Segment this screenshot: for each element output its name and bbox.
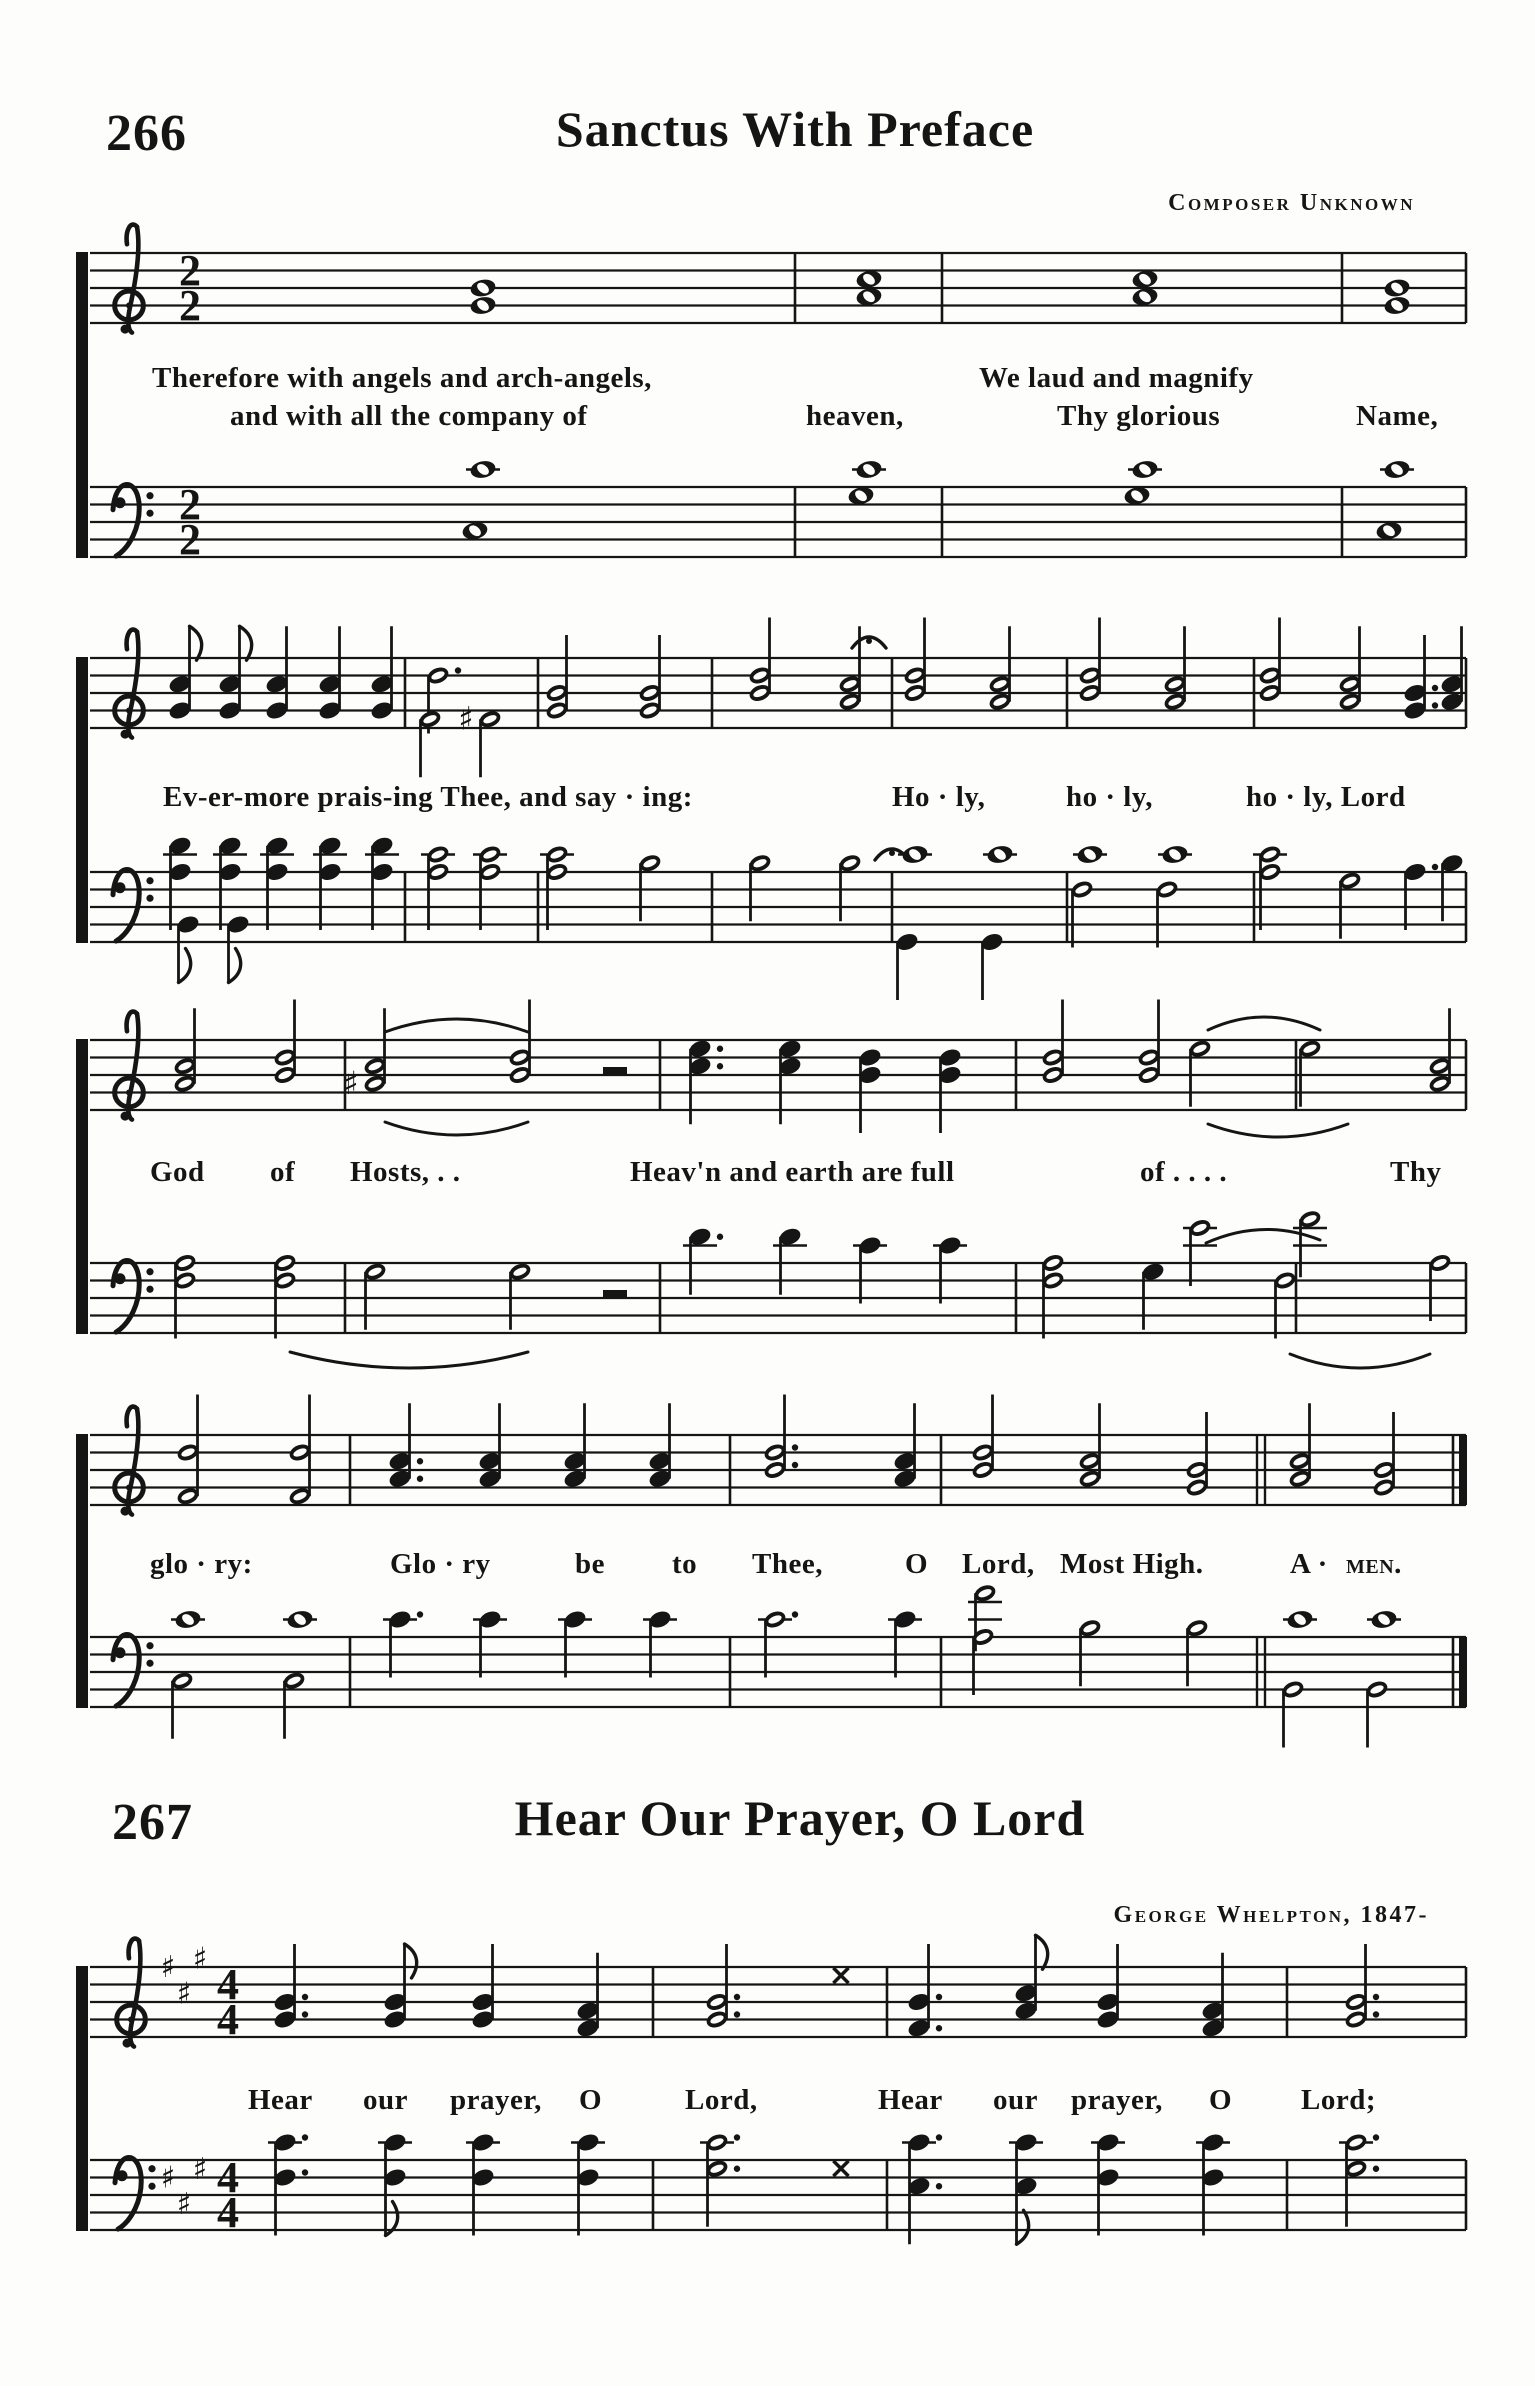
lyric-segment: Hear — [248, 2084, 313, 2116]
svg-text:4: 4 — [217, 1995, 239, 2044]
lyric-segment: glo · ry: — [150, 1548, 253, 1580]
lyric-segment: A · — [1290, 1548, 1328, 1580]
svg-text:4: 4 — [217, 1960, 239, 2009]
hymn-number-266: 266 — [106, 105, 187, 162]
composer-credit-266: Composer Unknown — [1168, 190, 1415, 216]
lyric-segment: Hosts, . . — [350, 1156, 461, 1188]
composer-credit-267: George Whelpton, 1847- — [1113, 1902, 1429, 1928]
svg-text:♯: ♯ — [176, 1976, 192, 2012]
lyric-segment: our — [363, 2084, 408, 2116]
lyric-segment: Therefore with angels and arch-angels, — [152, 362, 652, 394]
lyric-segment: Hear — [878, 2084, 943, 2116]
svg-text:♯: ♯ — [192, 1941, 208, 1977]
svg-text:♯: ♯ — [192, 2151, 208, 2187]
lyric-segment: Name, — [1356, 400, 1439, 432]
svg-text:♯: ♯ — [160, 2160, 176, 2196]
svg-text:2: 2 — [179, 480, 201, 529]
lyric-segment: O — [579, 2084, 603, 2116]
svg-text:♯: ♯ — [160, 1950, 176, 1985]
lyric-segment: men. — [1346, 1548, 1402, 1580]
svg-text:♯: ♯ — [458, 699, 474, 738]
svg-text:4: 4 — [217, 2153, 239, 2202]
lyric-segment: ho · ly, — [1066, 781, 1154, 813]
svg-text:♯: ♯ — [343, 1063, 359, 1102]
lyric-segment: prayer, — [1071, 2084, 1163, 2116]
lyric-segment: Ho · ly, — [892, 781, 986, 813]
lyric-segment: be — [575, 1548, 605, 1580]
lyric-segment: ho · ly, Lord — [1246, 781, 1406, 813]
lyric-segment: and with all the company of — [230, 400, 588, 432]
lyric-segment: Lord; — [1301, 2084, 1376, 2116]
svg-text:2: 2 — [179, 281, 201, 330]
lyric-segment: our — [993, 2084, 1038, 2116]
lyric-segment: Thee, — [752, 1548, 823, 1580]
lyric-segment: Lord, — [962, 1548, 1035, 1580]
hymn-number-267: 267 — [112, 1794, 193, 1851]
lyric-segment: Thy — [1390, 1156, 1442, 1188]
lyric-segment: of — [270, 1156, 296, 1188]
lyric-segment: Ev-er-more prais-ing Thee, and say · ing: — [163, 781, 693, 813]
svg-text:♯: ♯ — [176, 2186, 192, 2222]
lyric-segment: Heav'n and earth are full — [630, 1156, 955, 1188]
lyric-segment: God — [150, 1156, 205, 1188]
lyric-segment: O — [1209, 2084, 1233, 2116]
lyric-segment: to — [672, 1548, 698, 1580]
svg-text:×: × — [828, 2150, 854, 2186]
lyric-segment: Most High. — [1060, 1548, 1204, 1580]
lyric-segment: Glo · ry — [390, 1548, 491, 1580]
hymn-title-sanctus: Sanctus With Preface — [555, 101, 1035, 157]
lyric-segment: prayer, — [450, 2084, 542, 2116]
lyric-segment: of . . . . — [1140, 1156, 1228, 1188]
lyric-segment: Lord, — [685, 2084, 758, 2116]
lyric-segment: Thy glorious — [1057, 400, 1221, 432]
hymn-title-hear-our-prayer: Hear Our Prayer, O Lord — [514, 1790, 1086, 1846]
svg-text:2: 2 — [179, 515, 201, 564]
lyric-segment: We laud and magnify — [979, 362, 1254, 394]
lyric-segment: heaven, — [806, 400, 904, 432]
svg-text:4: 4 — [217, 2188, 239, 2237]
music-system — [76, 225, 1466, 564]
svg-text:×: × — [828, 1957, 854, 1993]
svg-text:2: 2 — [179, 246, 201, 295]
lyric-segment: O — [905, 1548, 929, 1580]
